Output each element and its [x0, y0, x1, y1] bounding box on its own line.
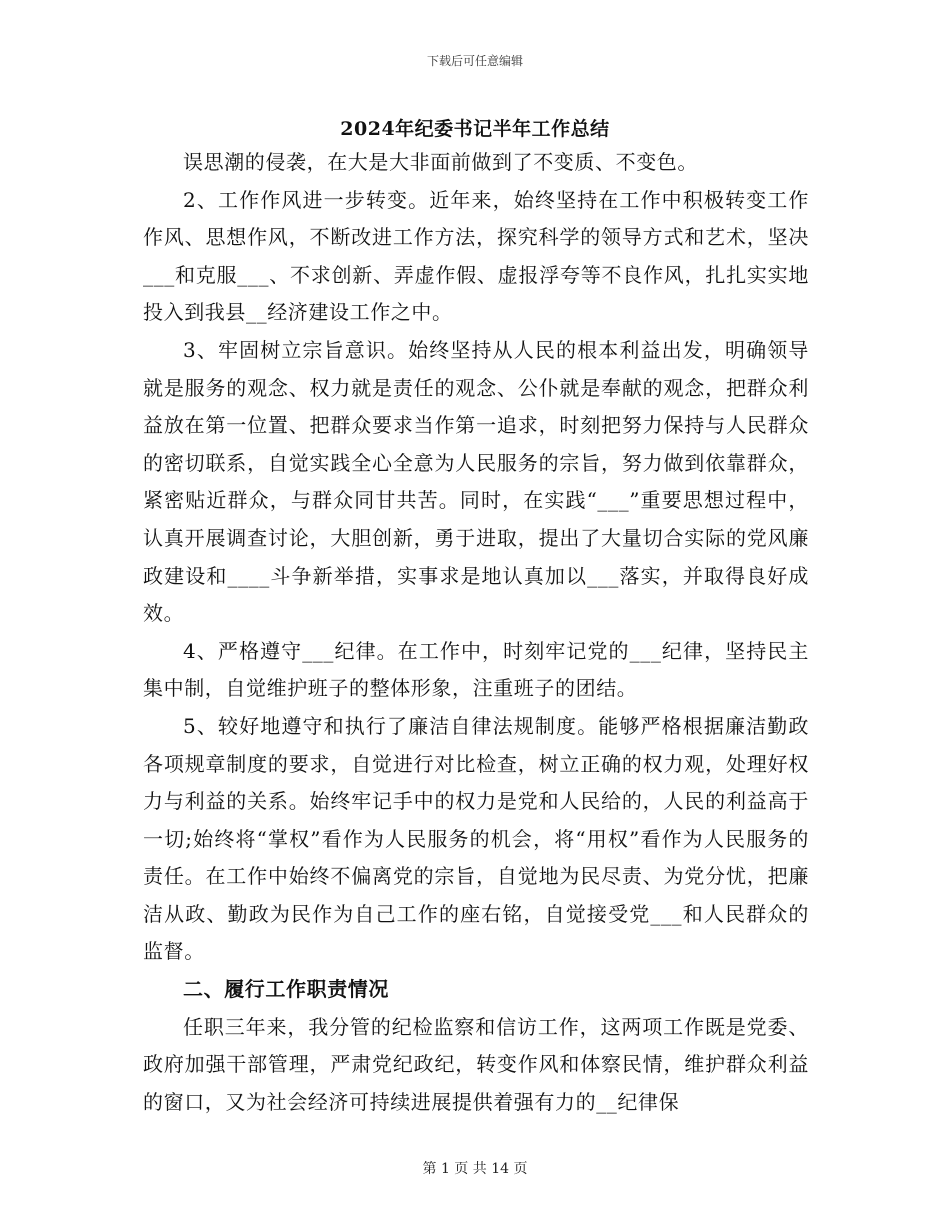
page-number-footer: 第 1 页 共 14 页: [422, 1161, 528, 1177]
body-paragraph: 2、工作作风进一步转变。近年来，始终坚持在工作中积极转变工作作风、思想作风，不断改进工作方法，探究科学的领导方式和艺术，坚决___和克服___、不求创新、弄虚作假、虚报浮夸等不良作风，扎扎实实地投入到我县__经济建设工作之中。: [143, 187, 809, 325]
body-paragraph: 5、较好地遵守和执行了廉洁自律法规制度。能够严格根据廉洁勤政各项规章制度的要求，自觉进行对比检查，树立正确的权力观，处理好权力与利益的关系。始终牢记手中的权力是党和人民给的，人民的利益高于一切;始终将“掌权”看作为人民服务的机会，将“用权”看作为人民服务的责任。在工作中始终不偏离党的宗旨，自觉地为民尽责、为党分忧，把廉洁从政、勤政为民作为自己工作的座右铭，自觉接受党___和人民群众的监督。: [143, 713, 809, 964]
document-title: 2024年纪委书记半年工作总结: [340, 118, 610, 140]
body-paragraph: 任职三年来，我分管的纪检监察和信访工作，这两项工作既是党委、政府加强干部管理，严肃党纪政纪，转变作风和体察民情，维护群众利益的窗口，又为社会经济可持续进展提供着强有力的__纪律保: [143, 1014, 809, 1114]
header-note: 下载后可任意编辑: [426, 54, 523, 68]
body-paragraph: 3、牢固树立宗旨意识。始终坚持从人民的根本利益出发，明确领导就是服务的观念、权力就是责任的观念、公仆就是奉献的观念，把群众利益放在第一位置、把群众要求当作第一追求，时刻把努力保持与人民群众的密切联系，自觉实践全心全意为人民服务的宗旨，努力做到依靠群众，紧密贴近群众，与群众同甘共苦。同时，在实践“___”重要思想过程中，认真开展调查讨论，大胆创新，勇于进取，提出了大量切合实际的党风廉政建设和____斗争新举措，实事求是地认真加以___落实，并取得良好成效。: [143, 337, 809, 626]
document-body: [143, 144, 809, 1121]
body-paragraph: 4、严格遵守___纪律。在工作中，时刻牢记党的___纪律，坚持民主集中制，自觉维护班子的整体形象，注重班子的团结。: [143, 638, 809, 701]
body-paragraph: 误思潮的侵袭，在大是大非面前做到了不变质、不变色。: [183, 150, 698, 174]
section-heading: 二、履行工作职责情况: [183, 977, 389, 1002]
